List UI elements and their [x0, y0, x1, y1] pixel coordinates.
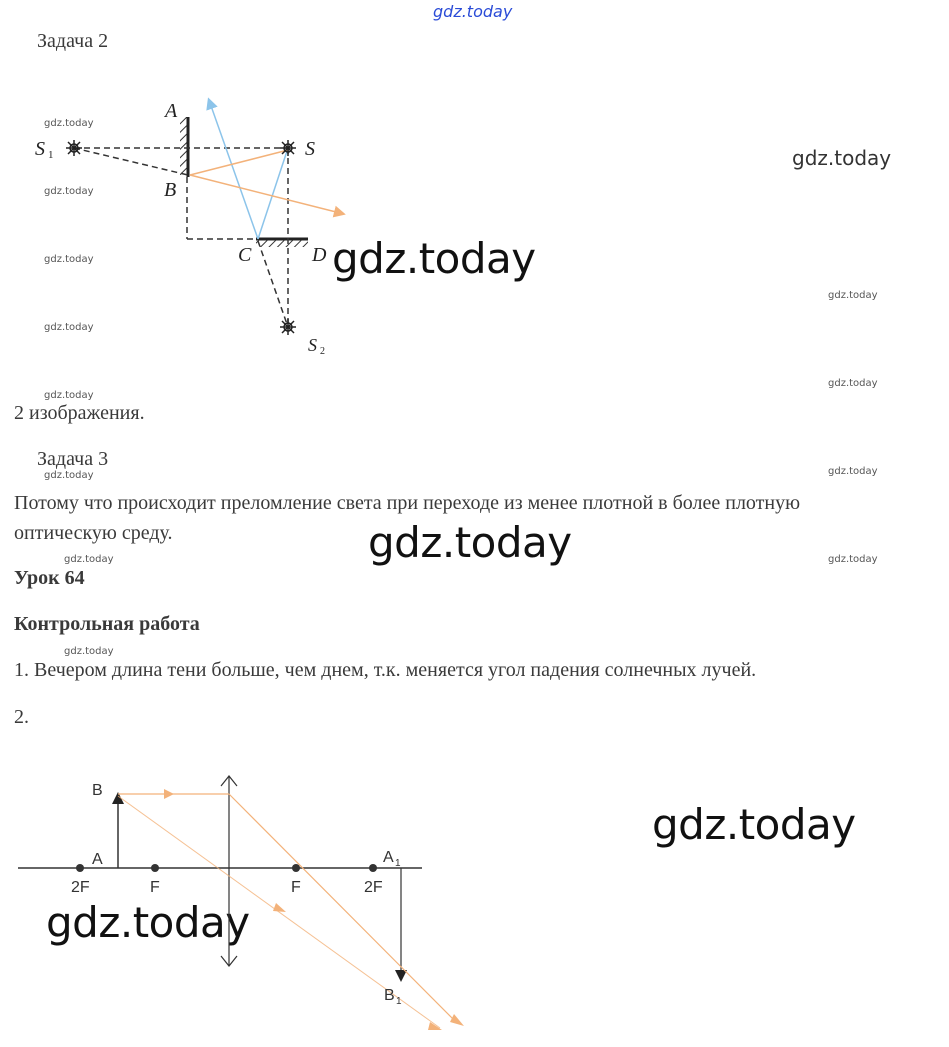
watermark-small: gdz.today: [44, 390, 94, 401]
watermark-small: gdz.today: [44, 254, 94, 265]
lens-label-b1-sub: 1: [396, 996, 402, 1007]
watermark-small: gdz.today: [828, 290, 878, 301]
watermark-small: gdz.today: [44, 470, 94, 481]
lens-label-2f-left: 2F: [71, 879, 90, 896]
watermark-small: gdz.today: [64, 554, 114, 565]
task3-title: Задача 3: [37, 448, 109, 470]
lens-label-a1-sub: 1: [395, 858, 401, 869]
lens-diagram: [14, 770, 474, 1040]
label-s2: S: [308, 335, 317, 355]
lens-label-b1: B: [384, 987, 395, 1004]
watermark-small: gdz.today: [44, 322, 94, 333]
point-f-left: [151, 864, 159, 872]
label-s: S: [305, 138, 315, 160]
point-2f-right: [369, 864, 377, 872]
source-s-icon: [280, 140, 296, 156]
orange-ray-2: [190, 175, 340, 213]
point-2f-left: [76, 864, 84, 872]
top-watermark: gdz.today: [433, 2, 513, 21]
label-d: D: [312, 244, 327, 266]
source-s1-icon: [66, 140, 82, 156]
mirror-diagram: [30, 95, 360, 360]
source-s2-icon: [280, 319, 296, 335]
lesson-subtitle: Контрольная работа: [14, 613, 200, 635]
lens-label-b: B: [92, 782, 103, 799]
label-b: B: [164, 179, 177, 201]
watermark-large: gdz.today: [368, 518, 572, 567]
task2-answer: 2 изображения.: [14, 402, 145, 424]
point-f-right: [292, 864, 300, 872]
label-s2-sub: 2: [320, 346, 325, 357]
watermark-small: gdz.today: [828, 554, 878, 565]
lens-label-a: A: [92, 851, 103, 868]
watermark-large: gdz.today: [46, 898, 250, 947]
label-s1: S: [35, 138, 45, 160]
watermark-large: gdz.today: [652, 800, 856, 849]
task3-answer-line1: Потому что происходит преломление света при переходе из менее плотной в более плотную: [14, 492, 801, 514]
watermark-medium: gdz.today: [792, 146, 892, 170]
lens-label-f-right: F: [291, 879, 301, 896]
watermark-small: gdz.today: [44, 118, 94, 129]
lesson-title: Урок 64: [14, 567, 85, 589]
lens-label-a1: A: [383, 849, 394, 866]
lesson-item-1: 1. Вечером длина тени больше, чем днем, т.к. меняется угол падения солнечных лучей.: [14, 659, 757, 681]
watermark-small: gdz.today: [828, 378, 878, 389]
watermark-large: gdz.today: [332, 234, 536, 283]
label-s1-sub: 1: [48, 149, 54, 161]
orange-ray-1: [190, 150, 288, 175]
blue-ray-2: [210, 103, 258, 239]
label-a: A: [165, 100, 178, 122]
lesson-item-2: 2.: [14, 706, 29, 728]
watermark-small: gdz.today: [828, 466, 878, 477]
label-c: C: [238, 244, 252, 266]
lens-label-f-left: F: [150, 879, 160, 896]
task3-answer-line2: оптическую среду.: [14, 522, 173, 544]
mirror-cd-hatch: [256, 240, 308, 247]
ray-refracted: [229, 794, 454, 1020]
lens-label-2f-right: 2F: [364, 879, 383, 896]
watermark-small: gdz.today: [64, 646, 114, 657]
watermark-small: gdz.today: [44, 186, 94, 197]
task2-title: Задача 2: [37, 30, 109, 52]
